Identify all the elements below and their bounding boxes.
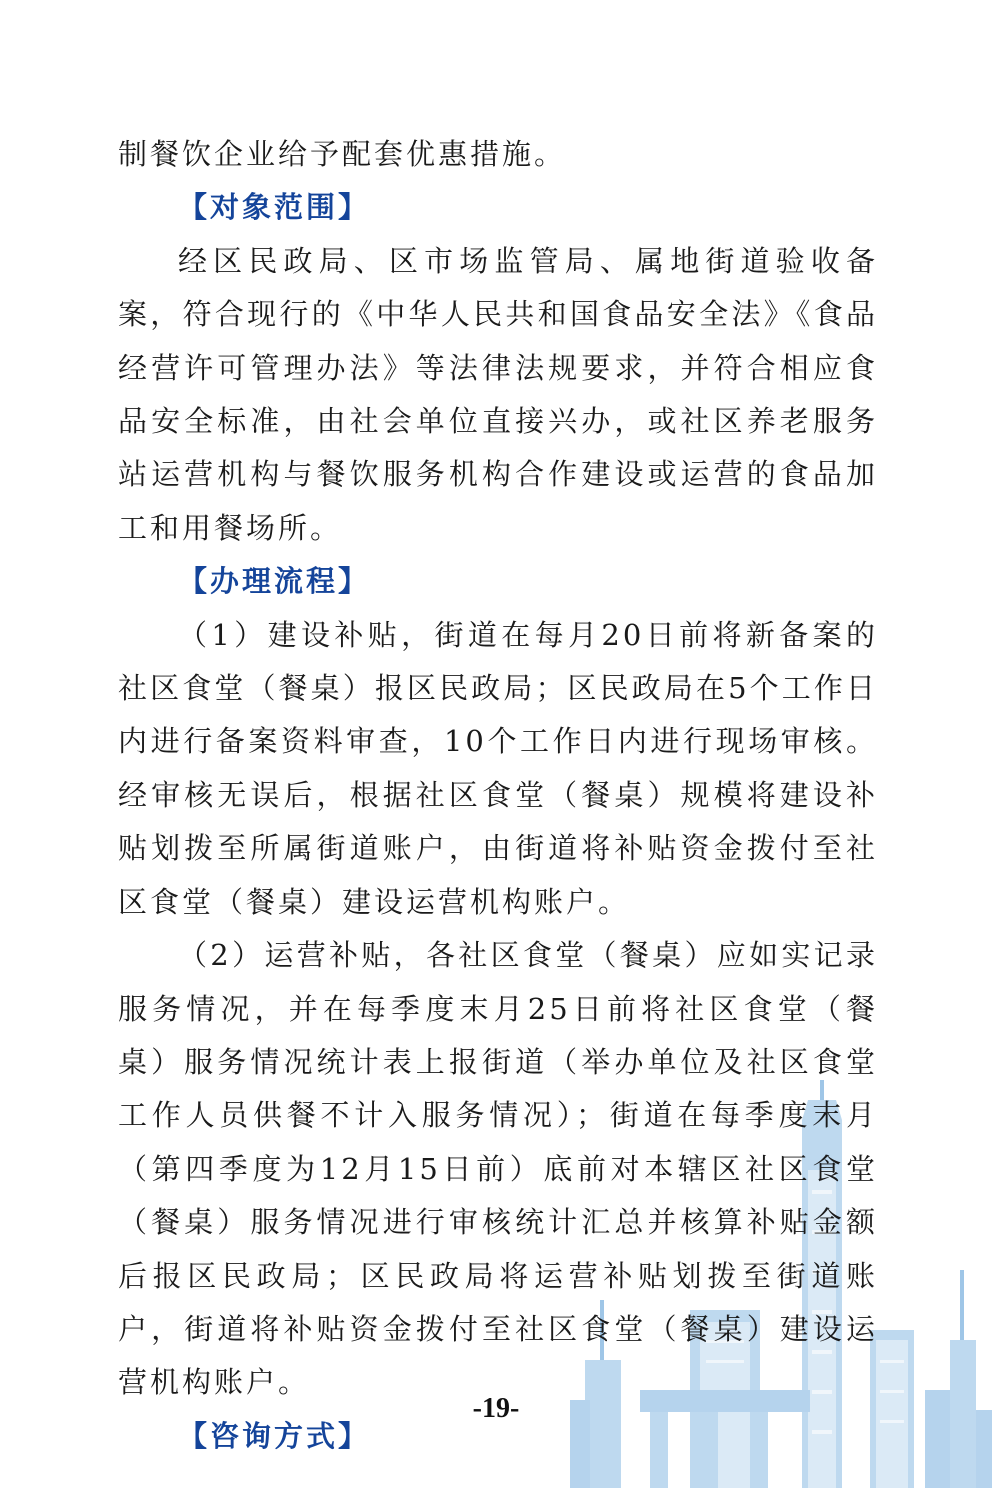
paragraph-process-2: （2）运营补贴，各社区食堂（餐桌）应如实记录服务情况，并在每季度末月25日前将社区食堂（餐桌）服务情况统计表上报街道（举办单位及社区食堂工作人员供餐不计入服务情况）；街道在每季度末月（第四季度为12月15日前）底前对本辖区社区食堂（餐桌）服务情况进行审核统计汇总并核算补贴金额后报区民政局；区民政局将运营补贴划拨至街道账户，街道将补贴资金拨付至社区食堂（餐桌）建设运营机构账户。 xyxy=(118,938,878,1400)
page-number: -19- xyxy=(472,1393,520,1424)
section-heading-process: 【办理流程】 xyxy=(178,564,371,599)
section-heading-consult: 【咨询方式】 xyxy=(178,1418,371,1453)
paragraph-continuation: 制餐饮企业给予配套优惠措施。 xyxy=(118,137,567,171)
main-text xyxy=(118,128,878,1463)
paragraph-process-1: （1）建设补贴，街道在每月20日前将新备案的社区食堂（餐桌）报区民政局；区民政局在5个工作日内进行备案资料审查，10个工作日内进行现场审核。经审核无误后，根据社区食堂（餐桌）规模将建设补贴划拨至所属街道账户，由街道将补贴资金拨付至社区食堂（餐桌）建设运营机构账户。 xyxy=(118,617,878,919)
paragraph-scope: 经区民政局、区市场监管局、属地街道验收备案，符合现行的《中华人民共和国食品安全法》《食品经营许可管理办法》等法律法规要求，并符合相应食品安全标准，由社会单位直接兴办，或社区养老服务站运营机构与餐饮服务机构合作建设或运营的食品加工和用餐场所。 xyxy=(118,243,878,545)
section-heading-scope: 【对象范围】 xyxy=(178,190,371,225)
